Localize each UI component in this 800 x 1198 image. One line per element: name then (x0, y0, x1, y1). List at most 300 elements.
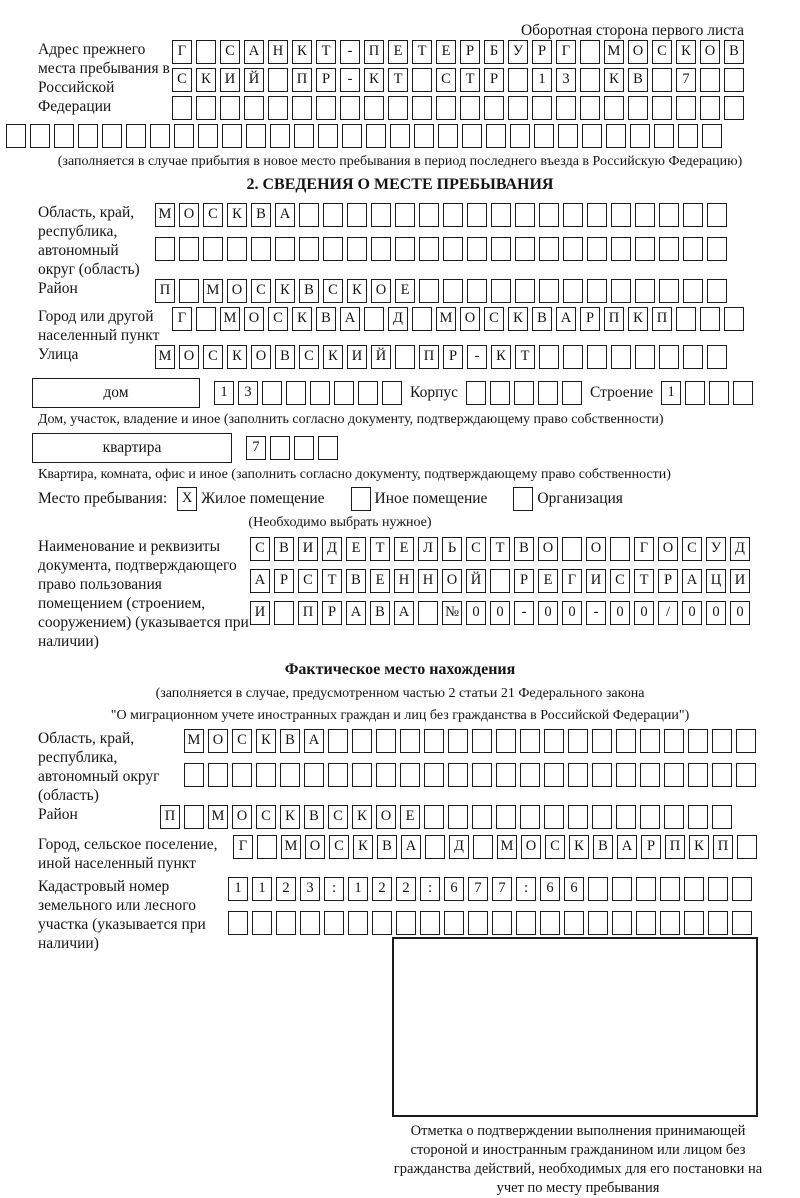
char-box (347, 237, 367, 261)
actual-city-row (233, 835, 761, 863)
char-box (294, 124, 314, 148)
actual-region-row-2 (184, 763, 760, 791)
char-box: Р (532, 40, 552, 64)
char-box (54, 124, 74, 148)
char-box (539, 203, 559, 227)
char-box (707, 279, 727, 303)
char-box: И (250, 601, 270, 625)
char-box: С (232, 729, 252, 753)
char-box (664, 805, 684, 829)
char-box (685, 381, 705, 405)
char-box: Е (538, 569, 558, 593)
char-box: Р (322, 601, 342, 625)
char-box (688, 763, 708, 787)
char-box (420, 911, 440, 935)
char-box (587, 203, 607, 227)
char-box: 0 (682, 601, 702, 625)
char-box (174, 124, 194, 148)
char-box (244, 96, 264, 120)
char-box (616, 805, 636, 829)
char-box (514, 381, 534, 405)
char-box (126, 124, 146, 148)
char-box: К (227, 203, 247, 227)
char-box (300, 911, 320, 935)
char-box (232, 763, 252, 787)
char-box: В (316, 307, 336, 331)
char-box: О (460, 307, 480, 331)
char-box: А (556, 307, 576, 331)
char-box: П (665, 835, 685, 859)
char-box: У (706, 537, 726, 561)
char-box: О (227, 279, 247, 303)
char-box (376, 763, 396, 787)
char-box: П (298, 601, 318, 625)
char-box (467, 203, 487, 227)
char-box: Е (346, 537, 366, 561)
char-box (513, 487, 533, 511)
char-box: С (545, 835, 565, 859)
char-box: 0 (466, 601, 486, 625)
char-box (515, 279, 535, 303)
char-box: К (364, 68, 384, 92)
char-box (196, 40, 216, 64)
char-box (606, 124, 626, 148)
char-box: Н (394, 569, 414, 593)
char-box (640, 763, 660, 787)
char-box: В (532, 307, 552, 331)
char-box: : (420, 877, 440, 901)
char-box: Г (634, 537, 654, 561)
char-box: К (604, 68, 624, 92)
char-box: 2 (396, 877, 416, 901)
char-box (604, 96, 624, 120)
char-box (587, 345, 607, 369)
actual-city-block (0, 835, 800, 873)
korpus-label: Корпус (410, 384, 458, 401)
char-box: С (328, 805, 348, 829)
char-box (544, 805, 564, 829)
char-box: Т (412, 40, 432, 64)
char-box: К (689, 835, 709, 859)
stay-option-other-premises: Иное помещение (374, 490, 488, 507)
char-box: С (203, 345, 223, 369)
char-box (562, 381, 582, 405)
char-box (292, 96, 312, 120)
char-box (688, 805, 708, 829)
char-box (707, 237, 727, 261)
prev-address-block (0, 40, 800, 124)
cadastral-rows (228, 877, 756, 939)
char-box (580, 68, 600, 92)
char-box (376, 729, 396, 753)
char-box (708, 877, 728, 901)
char-box: К (353, 835, 373, 859)
char-box (724, 68, 744, 92)
char-box: Й (244, 68, 264, 92)
char-box: 0 (562, 601, 582, 625)
char-box: Т (634, 569, 654, 593)
char-box: Р (274, 569, 294, 593)
char-box (736, 729, 756, 753)
char-box: М (155, 203, 175, 227)
char-box (490, 381, 510, 405)
char-box (568, 805, 588, 829)
char-box (196, 96, 216, 120)
stay-option-organization: Организация (537, 490, 623, 507)
prev-address-row-3 (172, 96, 748, 124)
char-box (473, 835, 493, 859)
prev-address-note: (заполняется в случае прибытия в новое место пребывания в период последнего въезда в Российскую Федерацию) (57, 154, 743, 169)
region-row-2 (155, 237, 731, 265)
char-box: И (586, 569, 606, 593)
char-box: Е (388, 40, 408, 64)
char-box (582, 124, 602, 148)
char-box: 3 (238, 381, 258, 405)
char-box (515, 237, 535, 261)
char-box: Д (322, 537, 342, 561)
char-box: 1 (661, 381, 681, 405)
char-box (534, 124, 554, 148)
char-box (683, 345, 703, 369)
char-box: П (419, 345, 439, 369)
char-box (400, 729, 420, 753)
char-box (323, 203, 343, 227)
char-box: Р (658, 569, 678, 593)
char-box (444, 911, 464, 935)
stamp-area (392, 937, 758, 1117)
char-box: С (268, 307, 288, 331)
char-box: Т (388, 68, 408, 92)
house-cells (214, 381, 406, 405)
char-box: К (491, 345, 511, 369)
prev-address-row-2 (172, 68, 748, 96)
char-box (323, 237, 343, 261)
district-row (155, 279, 731, 307)
prev-address-rows (172, 40, 748, 124)
char-box: Р (580, 307, 600, 331)
char-box (390, 124, 410, 148)
document-row-1 (250, 537, 754, 565)
char-box: 3 (300, 877, 320, 901)
char-box: К (347, 279, 367, 303)
char-box: 2 (372, 877, 392, 901)
actual-district-label: Район (38, 806, 78, 823)
char-box: С (329, 835, 349, 859)
char-box (318, 436, 338, 460)
char-box (664, 763, 684, 787)
apartment-box-label: квартира (32, 433, 232, 463)
char-box: В (299, 279, 319, 303)
char-box: / (658, 601, 678, 625)
char-box (78, 124, 98, 148)
char-box (520, 729, 540, 753)
char-box: И (220, 68, 240, 92)
actual-location-note-1: (заполняется в случае, предусмотренном частью 2 статьи 21 Федерального закона (155, 686, 645, 701)
char-box: К (256, 729, 276, 753)
char-box (635, 279, 655, 303)
char-box (538, 381, 558, 405)
char-box: О (521, 835, 541, 859)
street-row (155, 345, 731, 373)
char-box (388, 96, 408, 120)
char-box (558, 124, 578, 148)
char-box: Ц (706, 569, 726, 593)
char-box (652, 96, 672, 120)
char-box (438, 124, 458, 148)
char-box (683, 203, 703, 227)
apartment-note: Квартира, комната, офис и иное (заполнить согласно документу, подтверждающему право собственности) (38, 467, 671, 482)
char-box (275, 237, 295, 261)
char-box: Г (562, 569, 582, 593)
region-label: Область, край, республика, автономный округ (область) (38, 204, 140, 278)
char-box (635, 345, 655, 369)
char-box (395, 345, 415, 369)
char-box: В (274, 537, 294, 561)
char-box (484, 96, 504, 120)
char-box: С (466, 537, 486, 561)
char-box (150, 124, 170, 148)
char-box (414, 124, 434, 148)
char-box (351, 487, 371, 511)
char-box: Г (172, 307, 192, 331)
actual-region-row-1 (184, 729, 760, 757)
city-row (172, 307, 748, 335)
char-box (737, 835, 757, 859)
char-box (352, 763, 372, 787)
char-box: М (184, 729, 204, 753)
char-box: 0 (538, 601, 558, 625)
char-box (611, 203, 631, 227)
char-box: П (155, 279, 175, 303)
char-box (520, 763, 540, 787)
char-box: О (371, 279, 391, 303)
char-box (580, 40, 600, 64)
char-box: А (346, 601, 366, 625)
char-box (732, 911, 752, 935)
char-box: П (160, 805, 180, 829)
char-box (316, 96, 336, 120)
char-box (678, 124, 698, 148)
char-box (676, 307, 696, 331)
apartment-cells (246, 436, 342, 460)
char-box (712, 729, 732, 753)
char-box (268, 68, 288, 92)
char-box (659, 345, 679, 369)
document-rows (250, 537, 754, 633)
actual-region-label: Область, край, республика, автономный округ (область) (38, 730, 160, 804)
stroenie-cells (661, 381, 757, 405)
char-box (228, 911, 248, 935)
char-box: А (394, 601, 414, 625)
char-box (462, 124, 482, 148)
char-box (563, 345, 583, 369)
char-box: К (292, 307, 312, 331)
char-box (660, 911, 680, 935)
char-box (286, 381, 306, 405)
char-box: С (436, 68, 456, 92)
char-box (227, 237, 247, 261)
char-box: 3 (556, 68, 576, 92)
char-box (568, 763, 588, 787)
char-box (724, 307, 744, 331)
char-box: Р (316, 68, 336, 92)
char-box: 1 (228, 877, 248, 901)
char-box (203, 237, 223, 261)
stay-type-note: (Необходимо выбрать нужное) (248, 515, 432, 530)
char-box (184, 805, 204, 829)
char-box (654, 124, 674, 148)
char-box: О (305, 835, 325, 859)
char-box: Е (436, 40, 456, 64)
char-box (340, 96, 360, 120)
char-box (467, 279, 487, 303)
char-box (246, 124, 266, 148)
char-box (700, 307, 720, 331)
char-box (496, 729, 516, 753)
char-box: 7 (246, 436, 266, 460)
char-box (516, 911, 536, 935)
char-box: В (251, 203, 271, 227)
char-box (611, 345, 631, 369)
char-box: К (569, 835, 589, 859)
char-box: С (203, 203, 223, 227)
char-box: Р (641, 835, 661, 859)
char-box (400, 763, 420, 787)
char-box: - (340, 40, 360, 64)
char-box (280, 763, 300, 787)
char-box: Т (370, 537, 390, 561)
prev-address-label: Адрес прежнего места пребывания в Российской Федерации (38, 41, 170, 115)
char-box: С (220, 40, 240, 64)
char-box: К (323, 345, 343, 369)
char-box: Д (449, 835, 469, 859)
char-box (220, 96, 240, 120)
house-block (32, 378, 800, 408)
char-box (208, 763, 228, 787)
korpus-cells (466, 381, 586, 405)
char-box (563, 237, 583, 261)
char-box (636, 877, 656, 901)
char-box (612, 911, 632, 935)
char-box: П (713, 835, 733, 859)
char-box (419, 203, 439, 227)
char-box (733, 381, 753, 405)
char-box (328, 763, 348, 787)
char-box (412, 68, 432, 92)
char-box: Р (514, 569, 534, 593)
char-box (496, 805, 516, 829)
section2-title: 2. СВЕДЕНИЯ О МЕСТЕ ПРЕБЫВАНИЯ (246, 176, 554, 193)
char-box (587, 279, 607, 303)
char-box: 1 (214, 381, 234, 405)
char-box (683, 279, 703, 303)
char-box: 0 (706, 601, 726, 625)
document-row-2 (250, 569, 754, 597)
char-box (262, 381, 282, 405)
char-box: 6 (564, 877, 584, 901)
char-box: А (401, 835, 421, 859)
char-box: 1 (348, 877, 368, 901)
char-box (676, 96, 696, 120)
char-box (352, 729, 372, 753)
char-box (412, 307, 432, 331)
char-box (563, 203, 583, 227)
actual-district-row (160, 805, 736, 833)
char-box: С (484, 307, 504, 331)
actual-region-block (0, 729, 800, 805)
char-box (425, 835, 445, 859)
actual-region-rows (184, 729, 760, 791)
char-box (736, 763, 756, 787)
char-box (342, 124, 362, 148)
char-box (196, 307, 216, 331)
char-box (683, 237, 703, 261)
apartment-block (32, 433, 800, 463)
char-box: Е (400, 805, 420, 829)
char-box: 0 (610, 601, 630, 625)
char-box: О (628, 40, 648, 64)
char-box (364, 307, 384, 331)
cadastral-label: Кадастровый номер земельного или лесного участка (указывается при наличии) (38, 878, 206, 952)
char-box (179, 279, 199, 303)
checkbox-organization (513, 487, 537, 511)
checkbox-other-premises (351, 487, 375, 511)
char-box: М (203, 279, 223, 303)
char-box (556, 96, 576, 120)
char-box (270, 436, 290, 460)
char-box (443, 279, 463, 303)
char-box (616, 729, 636, 753)
char-box (443, 237, 463, 261)
char-box (472, 805, 492, 829)
char-box (371, 237, 391, 261)
actual-location-title: Фактическое место нахождения (284, 661, 516, 678)
char-box (256, 763, 276, 787)
char-box: К (676, 40, 696, 64)
char-box (508, 96, 528, 120)
char-box (30, 124, 50, 148)
char-box (358, 381, 378, 405)
char-box (592, 763, 612, 787)
stay-type-block (0, 487, 800, 511)
char-box (412, 96, 432, 120)
char-box: : (516, 877, 536, 901)
char-box: Р (484, 68, 504, 92)
char-box (612, 877, 632, 901)
char-box: С (652, 40, 672, 64)
char-box: К (628, 307, 648, 331)
char-box: Т (515, 345, 535, 369)
char-box: В (304, 805, 324, 829)
char-box (708, 911, 728, 935)
char-box (664, 729, 684, 753)
char-box (611, 279, 631, 303)
char-box: П (604, 307, 624, 331)
char-box: Р (443, 345, 463, 369)
char-box (540, 911, 560, 935)
char-box: О (538, 537, 558, 561)
house-note: Дом, участок, владение и иное (заполнить согласно документу, подтверждающему право собственности) (38, 412, 664, 427)
document-block (0, 537, 800, 651)
char-box (610, 537, 630, 561)
cadastral-row-2 (228, 911, 756, 939)
char-box: О (658, 537, 678, 561)
char-box: Т (460, 68, 480, 92)
char-box: С (256, 805, 276, 829)
char-box (424, 805, 444, 829)
char-box (472, 763, 492, 787)
char-box: В (514, 537, 534, 561)
